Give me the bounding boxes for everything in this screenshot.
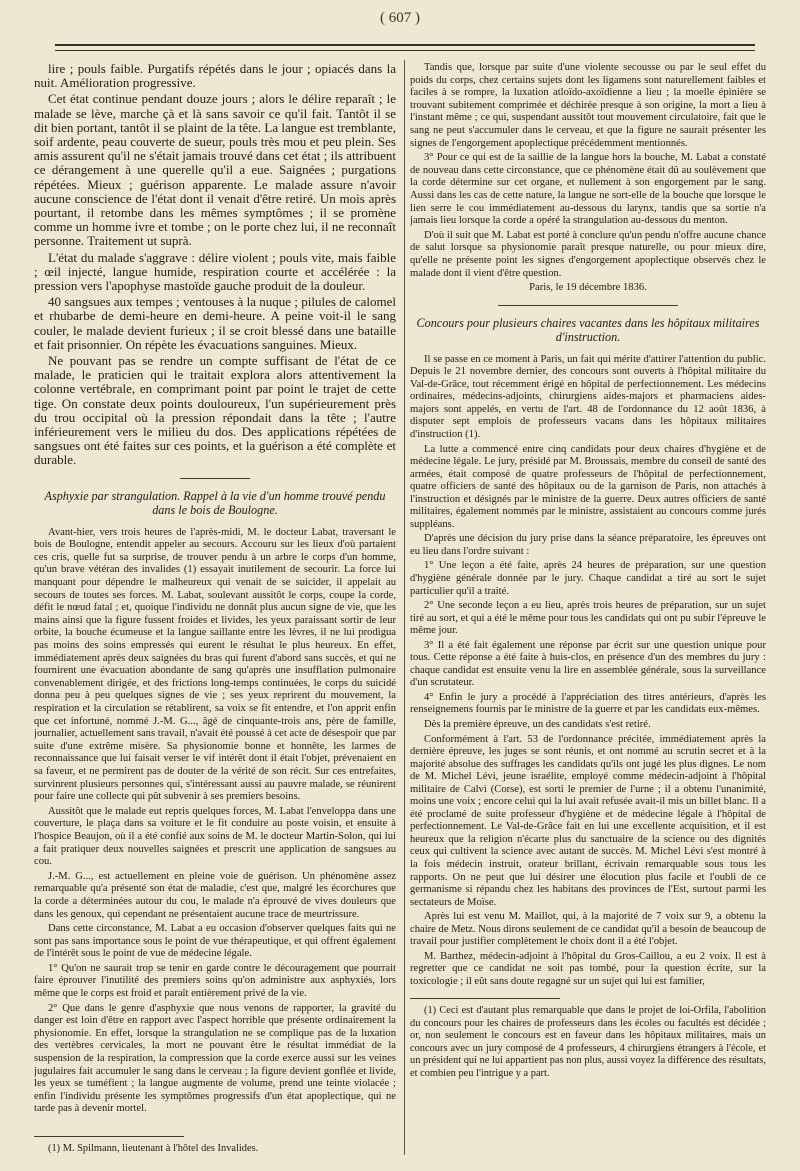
column-divider <box>404 60 405 1155</box>
footnote-rule <box>34 1136 184 1137</box>
asphyxie-article-continued <box>410 62 766 295</box>
paragraph: M. Barthez, médecin-adjoint à l'hôpital du Gros-Caillou, a eu 2 voix. Il est à regretter que ce candidat ne soit pas tombé, pour la question écrite, sur la toxicologie ; il eût sans doute regagné sur un sujet qui lui est familier, <box>410 950 766 987</box>
paragraph: Avant-hier, vers trois heures de l'après-midi, M. le docteur Labat, traversant le bois de Boulogne, entendit appeler au secours. Accouru sur les lieux d'où partaient ces cris, quelle fut sa surprise, de trouver pendu à un arbre le corps d'un homme, qu'un brave vétéran des invalides (1) essayait inutilement de secourir. La force lui manquant pour dépendre le malheureux qui venait de se suicider, il appelait au secours de toutes ses forces. M. Labat, soulevant aussitôt le corps, coupe la corde, défit le nœud fatal ; et, quoique l'individu ne donnât plus aucun signe de vie, que les mains ainsi que la figure fussent froides et livides, les yeux paraissant sortir de leur orbite, la bouche écumeuse et la langue saillante entre les lèvres, il ne lui prodigua pas moins des soins empressés qui eurent le résultat le plus heureux. En effet, immédiatement après deux saignées du bras qui furent d'abord sans succès, et qui ne fournirent une évacuation abondante de sang qu'après une insufflation pulmonaire convenablement dirigée, et des frictions long-temps continuées, le corps du suicidé donna peu à peu quelques signes de vie ; ses yeux reprirent du mouvement, la respiration et la circulation se rétablirent, sa voix se fit entendre, et l'on apprit enfin que cet infortuné, nommé J.-M. G..., âgé de cinquante-trois ans, père de famille, journalier, actuellement sans travail, n'avait été poussé à cet acte de désespoir que par suite d'une extrême misère. Sa physionomie bonne et honnête, les larmes de reconnaissance que lui faisait verser le vif intérêt dont il était l'objet, prévenaient en sa faveur, et ne permirent pas de douter de la vérité de son récit. Sur ces entrefaites, survinrent plusieurs personnes qui, s'intéressant aussi au pauvre malade, se réunirent pour faire une collecte qui pût subvenir à ses premiers besoins. <box>34 526 396 803</box>
paragraph: 2° Une seconde leçon a eu lieu, après trois heures de préparation, sur un sujet tiré au sort, et qui a été le même pour tous les candidats qui ont pu subir l'épreuve le même jour. <box>410 600 766 637</box>
section-rule <box>180 478 250 479</box>
right-footnote <box>410 998 766 1079</box>
paragraph: lire ; pouls faible. Purgatifs répétés dans le jour ; opiacés dans la nuit. Amélioration progressive. <box>34 62 396 91</box>
footnote-text: (1) Ceci est d'autant plus remarquable que dans le projet de loi-Orfila, l'abolition du concours pour les chaires de professeurs dans les écoles ou facultés est décidée ; or, non seulement le concours est en faveur dans les hôpitaux militaires, mais un concours avec un jury composé de 4 professeurs, 4 chirurgiens étrangers à l'école, et un président qui ne lui appartient pas non plus, aussi voyez la différence des résultats, et combien peu l'intrigue y a part. <box>410 1005 766 1079</box>
paragraph: Conformément à l'art. 53 de l'ordonnance précitée, immédiatement après la dernière épreuve, les juges se sont réunis, et ont nommé au scrutin secret et à la majorité absolue des suffrages les candidats qu'ils ont jugé les plus dignes. Le nom de M. Michel Lévi, jeune israélite, employé comme médecin-adjoint à l'hôpital militaire de Calvi (Corse), est sorti le premier de l'urne ; il a obtenu l'unanimité, moins une voix ; encore celui qui la lui avait refusée avait-il mis un billet blanc. Il a été proclamé de suite professeur d'hygiène et de médecine légale à l'hôpital de perfectionnement. Le Val-de-Grâce fait en lui une excellente acquisition, et il est heureux que la religion n'écarte plus du sanctuaire de la science ou des dignités ceux qui cultivent la science avec autant de succès. M. Michel Lévi s'est montré à la fois médecin instruit, orateur brillant, écrivain remarquable sous tous les rapports. On ne peut que lui désirer une élocution plus facile et l'oubli de ce germanisme si répandu chez les habitans des provinces de l'Est, surtout parmi les sectateurs de Moïse. <box>410 733 766 908</box>
section-rule <box>498 305 678 306</box>
paragraph: Dans cette circonstance, M. Labat a eu occasion d'observer quelques faits qui ne sont pas sans importance sous le point de vue thérapeutique, et qui offrent également de l'intérêt sous le point de vue de médecine légale. <box>34 923 396 960</box>
page-number: ( 607 ) <box>380 10 420 26</box>
asphyxie-article <box>34 527 396 1116</box>
left-column <box>34 62 396 1142</box>
dateline: Paris, le 19 décembre 1836. <box>529 282 647 294</box>
paragraph: D'où il suit que M. Labat est porté à conclure qu'un pendu n'offre aucune chance de salut lorsque sa physionomie paraît presque naturelle, ou pour mieux dire, qu'elle ne présente point les signes d'engorgement apoplectique observés chez le malade dont il vient d'être question. <box>410 229 766 279</box>
paragraph: J.-M. G..., est actuellement en pleine voie de guérison. Un phénomène assez remarquable qu'a présenté son état de maladie, c'est que, malgré les écorchures que la corde a déterminées autour du cou, le malade n'a éprouvé de vives douleurs que dans les genoux, qui cependant ne présentaient aucune trace de meurtrissure. <box>34 870 396 920</box>
concours-article <box>410 354 766 989</box>
article-heading: Asphyxie par strangulation. Rappel à la vie d'un homme trouvé pendu dans le bois de Boulogne. <box>44 488 386 517</box>
paragraph: 40 sangsues aux tempes ; ventouses à la nuque ; pilules de calomel et rhubarbe de demi-heure en demi-heure. A peine voit-il le sang couler, le malade devient furieux ; il se croit blessé dans une bataille et fait prisonnier. On répète les évacuations sanguines. Mieux. <box>34 294 396 352</box>
paragraph: Il se passe en ce moment à Paris, un fait qui mérite d'attirer l'attention du public. Depuis le 21 novembre dernier, des concours sont ouverts à l'hôpital militaire du Val-de-Grâce, tout récemment érigé en hôpital de perfectionnement. Les médecins ordinaires, médecins-adjoints, chirurgiens aides-majors et pharmaciens aides-majors sont appelés, en vertu de l'art. 48 de l'ordonnance du 12 août 1836, à disputer sept emplois de professeurs vacans dans les hôpitaux militaires d'instruction (1). <box>410 353 766 440</box>
case-report-continued <box>34 62 396 468</box>
left-footnote <box>34 1136 394 1157</box>
paragraph: 1° Une leçon a été faite, après 24 heures de préparation, sur une question d'hygiène générale donnée par le jury. Chaque candidat a tiré au sort le sujet particulier qu'il a traité. <box>410 560 766 597</box>
paragraph: Cet état continue pendant douze jours ; alors le délire reparaît ; le malade se lève, marche çà et là sans savoir ce qu'il fait. Tantôt il se dit bien portant, tantôt il se plaint de la tête. La langue est tremblante, soif ardente, peau couverte de sueur, pouls très mou et peu plein. Ses amis assurent qu'il ne s'était jamais trouvé dans cet état ; ils attribuent ce dérangement à une querelle qu'il a eue. Saignées ; purgations répétées. Mieux ; guérison apparente. Le malade assure n'avoir aucune conscience de l'état dont il venait d'être retiré. Un mois après pourtant, il retombe dans les mêmes symptômes ; il se promène comme un homme ivre et tombe ; on le porte chez lui, il ne reconnaît personne. Traitement ut suprà. <box>34 91 396 249</box>
footnote-text: (1) M. Spilmann, lieutenant à l'hôtel des Invalides. <box>48 1143 259 1154</box>
paragraph: Dès la première épreuve, un des candidats s'est retiré. <box>424 719 651 730</box>
header-rule <box>55 44 755 46</box>
paragraph: Après lui est venu M. Maillot, qui, à la majorité de 7 voix sur 9, a obtenu la chaire de Metz. Nous dirons seulement de ce candidat qu'il a besoin de beaucoup de travail pour justifier complètement le choix dont il a été l'objet. <box>410 911 766 948</box>
paragraph: La lutte a commencé entre cinq candidats pour deux chaires d'hygiène et de médecine légale. Le jury, présidé par M. Broussais, membre du conseil de santé des armées, était composé de quatre professeurs de l'hôpital de perfectionnement, quatre officiers de santé des hôpitaux ou de la garnison de Paris, non attachés à l'instruction et désignés par le ministre de la guerre. Deux autres officiers de santé militaires, également nommés par le ministre, assistaient au concours comme jurés suppléans. <box>410 443 766 530</box>
paragraph: 3° Il a été fait également une réponse par écrit sur une question unique pour tous. Cette réponse a été faite à huis-clos, en présence d'un des membres du jury : chaque candidat est ensuite venu la lire en assemblée générale, sous la surveillance d'un scrutateur. <box>410 639 766 689</box>
footnote-rule <box>410 998 560 999</box>
paragraph: L'état du malade s'aggrave : délire violent ; pouls vite, mais faible ; œil injecté, langue humide, respiration courte et accélérée : la pression vers l'apophyse mastoïde gauche produit de la douleur. <box>34 249 396 294</box>
paragraph: 4° Enfin le jury a procédé à l'appréciation des titres antérieurs, d'après les renseignemens fournis par le ministre de la guerre et par les candidats eux-mêmes. <box>410 691 766 716</box>
header-rule-thin <box>55 50 755 51</box>
right-column <box>410 62 766 1158</box>
paragraph: 1° Qu'on ne saurait trop se tenir en garde contre le découragement que pourrait faire éprouver l'inutilité des premiers soins qu'on administre aux asphyxiés, lors même que le corps est froid et paraît entièrement privé de la vie. <box>34 962 396 1000</box>
paragraph: Ne pouvant pas se rendre un compte suffisant de l'état de ce malade, le praticien qui le traitait explora alors attentivement la colonne vertébrale, en comprimant point par point le trajet de cette tige. On constate deux points douloureux, l'un supérieurement près du trou occipital où la pression répondait dans la tête ; l'autre inférieurement vers le milieu du dos. Des applications répétées de sangsues ont été faites sur ces points, et la guérison a été complète et durable. <box>34 353 396 468</box>
paragraph: 3° Pour ce qui est de la saillie de la langue hors la bouche, M. Labat a constaté de nouveau dans cette circonstance, que ce phénomène était dû au soulèvement que la corde détermine sur cet organe, et nullement à son engorgement par le sang. Aussi dans les cas de cette nature, la langue ne sort-elle de la bouche que lorsque le lien serre le cou immédiatement au-dessous du larynx, tandis que sa sortie n'a jamais lieu lorsque la corde a opéré la strangulation au-dessous du menton. <box>410 152 766 227</box>
paragraph: D'après une décision du jury prise dans la séance préparatoire, les épreuves ont eu lieu dans l'ordre suivant : <box>410 533 766 557</box>
article-heading: Concours pour plusieurs chaires vacantes dans les hôpitaux militaires d'instruction. <box>416 315 760 344</box>
paragraph: Tandis que, lorsque par suite d'une violente secousse ou par le seul effet du poids du corps, chez certains sujets dont les ligamens sont naturellement faibles et faciles à se rompre, la luxation atloïdo-axoïdienne a lieu ; la moelle épinière se trouvant subitement comprimée et déchirée presque à son origine, la mort a lieu à l'instant même ; ce qui, suspendant aussitôt tout mouvement circulatoire, fait que le sang ne peut s'accumuler dans le cerveau, et que la figure ne saurait présenter les signes de l'engorgement apoplectique précédemment mentionnés. <box>410 62 766 149</box>
paragraph: Aussitôt que le malade eut repris quelques forces, M. Labat l'enveloppa dans une couverture, le plaça dans sa voiture et le fit conduire au poste voisin, et ensuite à l'hospice Beaujon, où il a été confié aux soins de M. le docteur Martin-Solon, qui lui a fait pratiquer deux nouvelles saignées et prescrit une application de sangsues au cou. <box>34 805 396 868</box>
paragraph: 2° Que dans le genre d'asphyxie que nous venons de rapporter, la gravité du danger est loin d'être en rapport avec l'aspect horrible que présente ordinairement la physionomie. En effet, lorsque la strangulation ne se complique pas de la luxation des vertèbres cervicales, la mort ne pouvant être le résultat immédiat de la suspension de la respiration, la compression que la corde exerce aussi sur les veines jugulaires fait accumuler le sang dans le cerveau ; la figure devient gonflée et livide, les yeux se tuméfient ; la langue augmente de volume, prend une teinte violacée ; enfin l'individu présente les symptômes progressifs d'un état apoplectique, qui ne tarde pas à devenir mortel. <box>34 1002 396 1115</box>
